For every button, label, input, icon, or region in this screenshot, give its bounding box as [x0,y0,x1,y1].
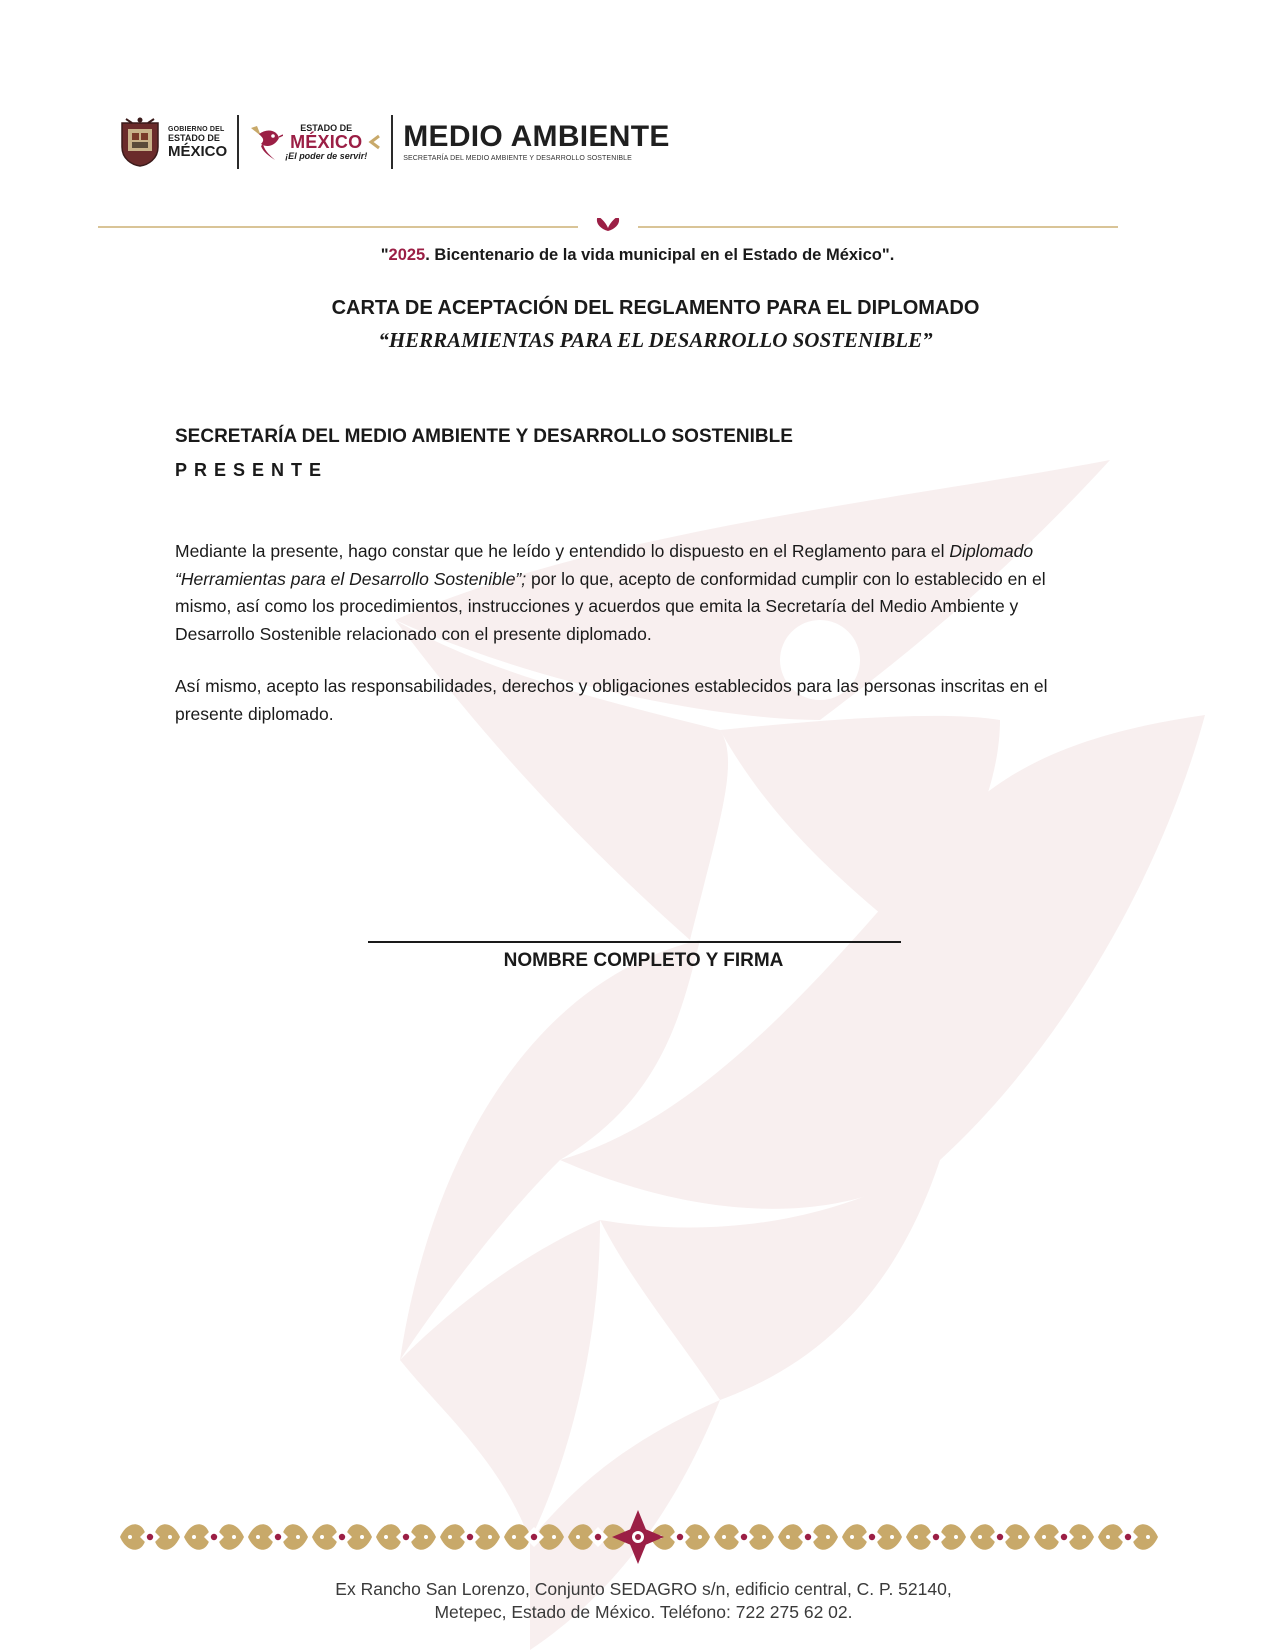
document-title-line-2 [0,328,1275,353]
paragraph-1-italic: Diplomado “Herramientas para el Desarrollo Sostenible”; [175,541,1034,589]
border-motif-icon [842,1524,902,1550]
header-rule [98,218,1118,232]
border-motif-icon [440,1524,500,1550]
title-line-2-text: “HERRAMIENTAS PARA EL DESARROLLO SOSTENIBLE” [378,328,933,352]
paragraph-1-part-1: Mediante la presente, hago constar que he leído y entendido lo dispuesto en el Reglamento para el [175,541,950,561]
slogan-text: . Bicentenario de la vida municipal en el Estado de México". [425,246,895,264]
rose-emblem-icon [597,218,619,231]
presente-label: PRESENTE [175,460,329,480]
decorative-border [118,1508,1158,1566]
estado-line-2: MÉXICO [290,131,363,152]
border-motif-icon [1098,1524,1158,1550]
gobierno-line-2: ESTADO DE [168,132,220,143]
border-motif-icon [504,1524,564,1550]
title-line-1-text: CARTA DE ACEPTACIÓN DEL REGLAMENTO PARA EL DIPLOMADO [331,297,980,319]
paragraph-1-part-2: por lo que, acepto de conformidad cumplir con lo establecido en el mismo, así como los procedimientos, instrucciones y acuerdos que emita la Secretaría del Medio Ambiente y Desarrollo Sostenible relacionado con el presente diplomado. [175,568,1046,644]
estado-line-1: ESTADO DE [300,122,353,133]
chevron-ornament-icon [367,134,381,150]
coat-of-arms-icon [118,117,162,167]
gobierno-logo [118,117,227,167]
gobierno-line-3: MÉXICO [168,142,228,160]
border-center-flower-icon [612,1510,664,1564]
border-motif-icon [970,1524,1030,1550]
header-logos [118,112,670,172]
border-motif-icon [1034,1524,1094,1550]
institutional-slogan [0,246,1275,265]
signature-label [0,950,1275,972]
medio-ambiente-logo [403,122,669,162]
border-motif-icon [906,1524,966,1550]
border-motif-icon [312,1524,372,1550]
hummingbird-icon [249,122,283,162]
dependency-subtitle: SECRETARÍA DEL MEDIO AMBIENTE Y DESARROLLO SOSTENIBLE [403,155,632,162]
header-divider [391,115,393,169]
border-motif-icon [714,1524,774,1550]
border-motif-icon [248,1524,308,1550]
document-title-line-1 [0,297,1275,320]
body-paragraph-1 [175,538,1095,648]
header-divider [237,115,239,169]
signature-label-text: NOMBRE COMPLETO Y FIRMA [503,950,784,971]
addressee: SECRETARÍA DEL MEDIO AMBIENTE Y DESARROLLO SOSTENIBLE [175,426,793,447]
border-motif-icon [184,1524,244,1550]
signature-line [368,941,901,943]
footer-address [0,1578,1275,1624]
slogan-open-quote: " [380,246,389,264]
estado-logo [249,122,381,162]
border-motif-icon [120,1524,180,1550]
slogan-year: 2025 [388,246,426,264]
body-paragraph-2: Así mismo, acepto las responsabilidades, derechos y obligaciones establecidos para las personas inscritas en el presente diplomado. [175,676,1048,724]
estado-line-3: ¡El poder de servir! [285,150,368,161]
gobierno-line-1: GOBIERNO DEL [168,125,225,133]
dependency-title: MEDIO AMBIENTE [403,120,670,153]
footer-address-line-2: Metepec, Estado de México. Teléfono: 722 275 62 02. [434,1602,853,1622]
footer-address-line-1: Ex Rancho San Lorenzo, Conjunto SEDAGRO s/n, edificio central, C. P. 52140, [335,1579,952,1599]
border-motif-icon [778,1524,838,1550]
border-motif-icon [376,1524,436,1550]
